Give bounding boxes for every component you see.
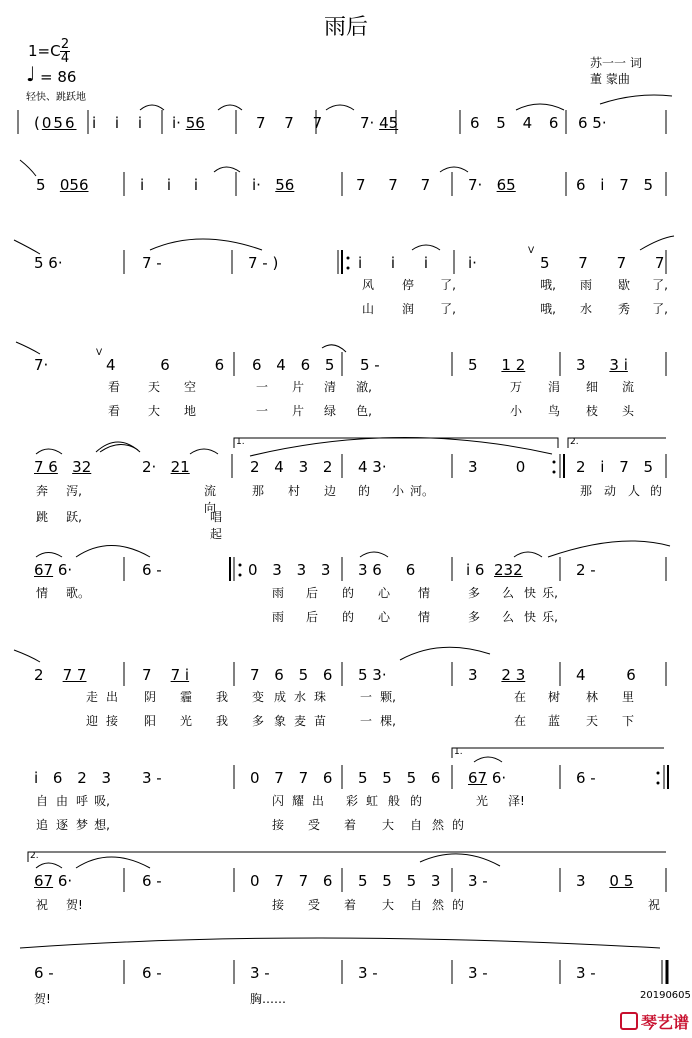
lyric-syllable: 歇 [617,278,630,292]
lyric-syllable: 澈, [356,380,372,394]
lyric-syllable: 流向 [203,484,216,515]
lyric-syllable: 成 [273,690,286,704]
lyric-syllable: 水 [293,690,306,704]
lyric-syllable: 泽! [508,794,525,808]
lyric-syllable: 的 [357,484,370,498]
lyric-syllable: 接 [105,714,118,728]
lyric-syllable: 自 [35,794,48,808]
note-group: 0 7 7 6 [250,872,333,890]
lyric-syllable: 一 [255,404,268,418]
note-group: 7 6 32 [34,458,92,476]
lyric-syllable: 般 [387,794,400,808]
note-group: 2 4 3 2 [250,458,333,476]
composer: 董 蒙曲 [590,72,630,86]
note-group: 3 6 6 [358,561,416,579]
lyric-syllable: 光 [475,794,488,808]
lyric-syllable: 我 [215,690,228,704]
lyric-syllable: 接 [271,818,284,832]
lyric-syllable: 鸟 [547,404,560,418]
lyric-syllable: 雨 [271,586,284,600]
lyric-syllable: 变 [251,690,264,704]
note-group: 2 - [576,561,596,579]
note-group: 6 5· [578,114,607,132]
note-group: 6 - [142,872,162,890]
lyric-syllable: 那 [251,484,264,498]
note-group: i· 56 [252,176,295,194]
note-group: 6 5 4 6 [470,114,559,132]
note-group: 2 7 7 [34,666,87,684]
lyric-syllable: 里 [621,690,634,704]
lyric-syllable: 我 [215,714,228,728]
lyric-syllable: 了, [440,302,456,316]
lyric-syllable: 象 [273,714,286,728]
note-group: 7 7 7 [256,114,323,132]
lyric-syllable: 头 [621,404,634,418]
lyric-syllable: 后 [305,586,318,600]
lyric-syllable: 秀 [617,302,630,316]
lyric-syllable: 苗 [313,714,326,728]
note-group: 3 - [468,872,488,890]
note-group: 2 i 7 5 [576,458,654,476]
time-denominator: 4 [60,51,70,66]
lyric-syllable: 出 [105,690,118,704]
lyric-syllable: 快 [523,610,536,624]
lyric-syllable: 自 [409,898,422,912]
lyric-syllable: 祝 [35,898,48,912]
lyric-syllable: 跳 [35,510,48,524]
lyric-syllable: 雨 [579,278,592,292]
lyric-syllable: 的 [341,586,354,600]
lyric-syllable: 看 [107,404,120,418]
note-group: 4 3· [358,458,387,476]
lyric-syllable: 下 [621,714,634,728]
note-group: 0 7 7 6 [250,769,333,787]
lyric-syllable: 停 [401,278,414,292]
lyric-syllable: 雨 [271,610,284,624]
note-group: 2· 21 [142,458,190,476]
lyric-syllable: 色, [356,404,372,418]
note-group: i· 56 [172,114,205,132]
lyric-syllable: 呼 [75,794,88,808]
lyric-syllable: 了, [652,302,668,316]
note-group: (056 [34,114,77,132]
lyric-syllable: 一 [255,380,268,394]
note-group: 7 - [142,254,162,272]
note-group: 3 0 [468,458,526,476]
lyric-syllable: 跃, [66,510,82,524]
lyric-syllable: 奔 [35,484,48,498]
lyric-syllable: 那 [579,484,592,498]
logo-text: 琴艺谱 [641,1013,690,1032]
volta-label: 2. [30,851,39,861]
note-group: 7 - ) [248,254,279,272]
note-group: 6 - [34,964,54,982]
lyric-syllable: 光 [179,714,192,728]
lyric-syllable: 颗, [380,690,396,704]
lyric-syllable: 林 [585,690,598,704]
note-group: 3 3 i [576,356,628,374]
note-group: 6 i 7 5 [576,176,654,194]
lyric-syllable: 枝 [585,404,598,418]
note-group: 5 3· [358,666,387,684]
lyric-syllable: 闪 [271,794,284,808]
note-group: 6 4 6 5 [252,356,335,374]
note-group: 6 - [142,964,162,982]
lyric-syllable: 么 [501,610,514,624]
lyric-syllable: 自 [409,818,422,832]
lyric-syllable: 快 [523,586,536,600]
note-group: 5 056 [36,176,89,194]
lyric-syllable: 片 [291,404,304,418]
lyric-syllable: 么 [501,586,514,600]
lyric-syllable: 走 [85,690,98,704]
note-group: 0 3 3 3 [248,561,331,579]
lyric-syllable: 村 [287,484,300,498]
note-group: 4 6 6 [106,356,225,374]
lyric-syllable: 的 [409,794,422,808]
lyric-syllable: 乐, [542,610,558,624]
lyric-syllable: 想, [94,818,110,832]
note-group: 7· 45 [360,114,399,132]
lyric-syllable: 流 [621,380,634,394]
lyric-syllable: 小 [391,484,404,498]
lyric-syllable: 麦 [293,714,306,728]
lyric-syllable: 天 [147,380,160,394]
lyric-syllable: 山 [361,302,374,316]
note-group: 67 6· [468,769,507,787]
lyric-syllable: 梦 [75,818,88,832]
lyric-syllable: 蓝 [547,714,560,728]
lyric-syllable: 的 [451,898,464,912]
lyric-syllable: 然 [431,898,444,912]
note-group: 7 6 5 6 [250,666,333,684]
lyric-syllable: 一 [359,690,372,704]
lyric-syllable: 受 [307,818,320,832]
lyric-syllable: 泻, [66,484,82,498]
lyric-syllable: 了, [440,278,456,292]
page-title: 雨后 [323,15,368,40]
volta-label: 1. [236,437,245,447]
lyric-syllable: 迎 [85,714,98,728]
breath-mark: V [528,246,535,256]
lyric-syllable: 耀 [291,794,304,808]
lyric-syllable: 阳 [143,714,156,728]
lyric-syllable: 树 [547,690,560,704]
lyric-syllable: 霾 [179,690,192,704]
watermark-date: 20190605 [640,990,691,1001]
lyric-syllable: 了, [652,278,668,292]
note-group: 3 - [142,769,162,787]
lyric-syllable: 地 [183,404,196,418]
barlines [18,110,668,984]
lyric-syllable: 大 [147,404,160,418]
lyric-syllable: 着 [343,818,356,832]
lyric-syllable: 心 [377,586,390,600]
note-group: 67 6· [34,872,73,890]
lyric-syllable: 出 [311,794,324,808]
note-group: i i i [92,114,143,132]
note-group: 5 5 5 6 [358,769,441,787]
lyric-syllable: 看 [107,380,120,394]
repeat-dots [239,257,660,785]
note-group: 3 - [468,964,488,982]
lyric-syllable: 多 [467,610,480,624]
lyric-syllable: 贺! [34,992,51,1006]
note-group: 3 - [250,964,270,982]
lyricist: 苏一一 词 [590,56,642,70]
lyric-syllable: 受 [307,898,320,912]
note-group: 5 7 7 7 [540,254,665,272]
lyric-syllable: 大 [381,898,394,912]
lyric-syllable: 润 [401,302,414,316]
note-group: 3 - [576,964,596,982]
lyric-syllable: 彩 [345,794,358,808]
lyric-syllable: 的 [451,818,464,832]
note-group: 5 - [360,356,380,374]
lyric-syllable: 空 [183,380,196,394]
lyric-syllable: 后 [305,610,318,624]
note-group: 6 - [576,769,596,787]
lyric-syllable: 在 [513,690,526,704]
note-group: i i i [140,176,199,194]
note-group: i 6 2 3 [34,769,112,787]
time-numerator: 2 [60,37,70,52]
lyric-syllable: 然 [431,818,444,832]
lyric-syllable: 小 [509,404,522,418]
tempo-marking: = 86 [40,68,77,86]
lyric-syllable: 追 [35,818,48,832]
lyric-syllable: 情 [417,586,430,600]
note-group: 4 6 [576,666,636,684]
lyric-syllable: 动 [603,484,616,498]
lyric-syllable: 哦, [540,278,556,292]
lyric-syllable: 胸…… [250,992,287,1006]
lyric-syllable: 水 [579,302,592,316]
lyric-syllable: 贺! [66,898,83,912]
volta-label: 1. [454,747,463,757]
logo-icon [620,1012,638,1030]
lyric-syllable: 细 [585,380,598,394]
lyric-syllable: 涓 [547,380,560,394]
lyric-syllable: 的 [341,610,354,624]
lyric-syllable: 歌。 [66,586,91,600]
lyric-syllable: 万 [509,380,522,394]
note-group: 3 - [358,964,378,982]
note-group: 67 6· [34,561,73,579]
lyric-syllable: 棵, [380,714,396,728]
note-group: 5 6· [34,254,63,272]
style-marking: 轻快、跳跃地 [26,92,86,103]
lyric-syllable: 河。 [410,484,435,498]
lyric-syllable: 哦, [540,302,556,316]
lyric-syllable: 虹 [365,794,378,808]
note-group: i· [468,254,477,272]
note-group: 7· 65 [468,176,516,194]
lyric-syllable: 由 [55,794,68,808]
lyric-syllable: 珠 [313,690,326,704]
breath-mark: V [96,348,103,358]
lyric-syllable: 逐 [55,818,68,832]
lyric-syllable: 心 [377,610,390,624]
lyric-syllable: 阴 [143,690,156,704]
lyric-syllable: 接 [271,898,284,912]
lyric-syllable: 的 [649,484,662,498]
key-signature: 1=C [28,42,61,60]
lyric-syllable: 大 [381,818,394,832]
lyric-syllable: 一 [359,714,372,728]
note-group: 7 7 i [142,666,190,684]
lyric-syllable: 吸, [94,794,110,808]
lyric-syllable: 情 [35,586,48,600]
note-group: 5 1 2 [468,356,526,374]
lyric-syllable: 在 [513,714,526,728]
lyric-syllable: 情 [417,610,430,624]
note-group: i 6 232 [466,561,523,579]
note-group: 3 0 5 [576,872,634,890]
lyric-syllable: 清 [323,380,336,394]
volta-label: 2. [570,437,579,447]
lyric-syllable: 多 [467,586,480,600]
lyric-syllable: 片 [291,380,304,394]
lyric-syllable: 绿 [323,404,336,418]
note-group: i i i [358,254,429,272]
lyric-syllable: 祝 [647,898,660,912]
lyric-syllable: 人 [627,484,640,498]
lyric-syllable: 多 [251,714,264,728]
note-group: 5 5 5 3 [358,872,441,890]
note-group: 7 7 7 [356,176,431,194]
lyric-syllable: 边 [323,484,336,498]
note-group: 3 2 3 [468,666,526,684]
note-group: 6 - [142,561,162,579]
site-logo [620,1010,689,1033]
note-group: 7· [34,356,49,374]
lyric-syllable: 乐, [542,586,558,600]
lyric-syllable: 唱起 [209,510,222,541]
lyric-syllable: 着 [343,898,356,912]
lyric-syllable: 风 [361,278,374,292]
quarter-note-icon: ♩ [26,62,36,86]
lyric-syllable: 天 [585,714,598,728]
